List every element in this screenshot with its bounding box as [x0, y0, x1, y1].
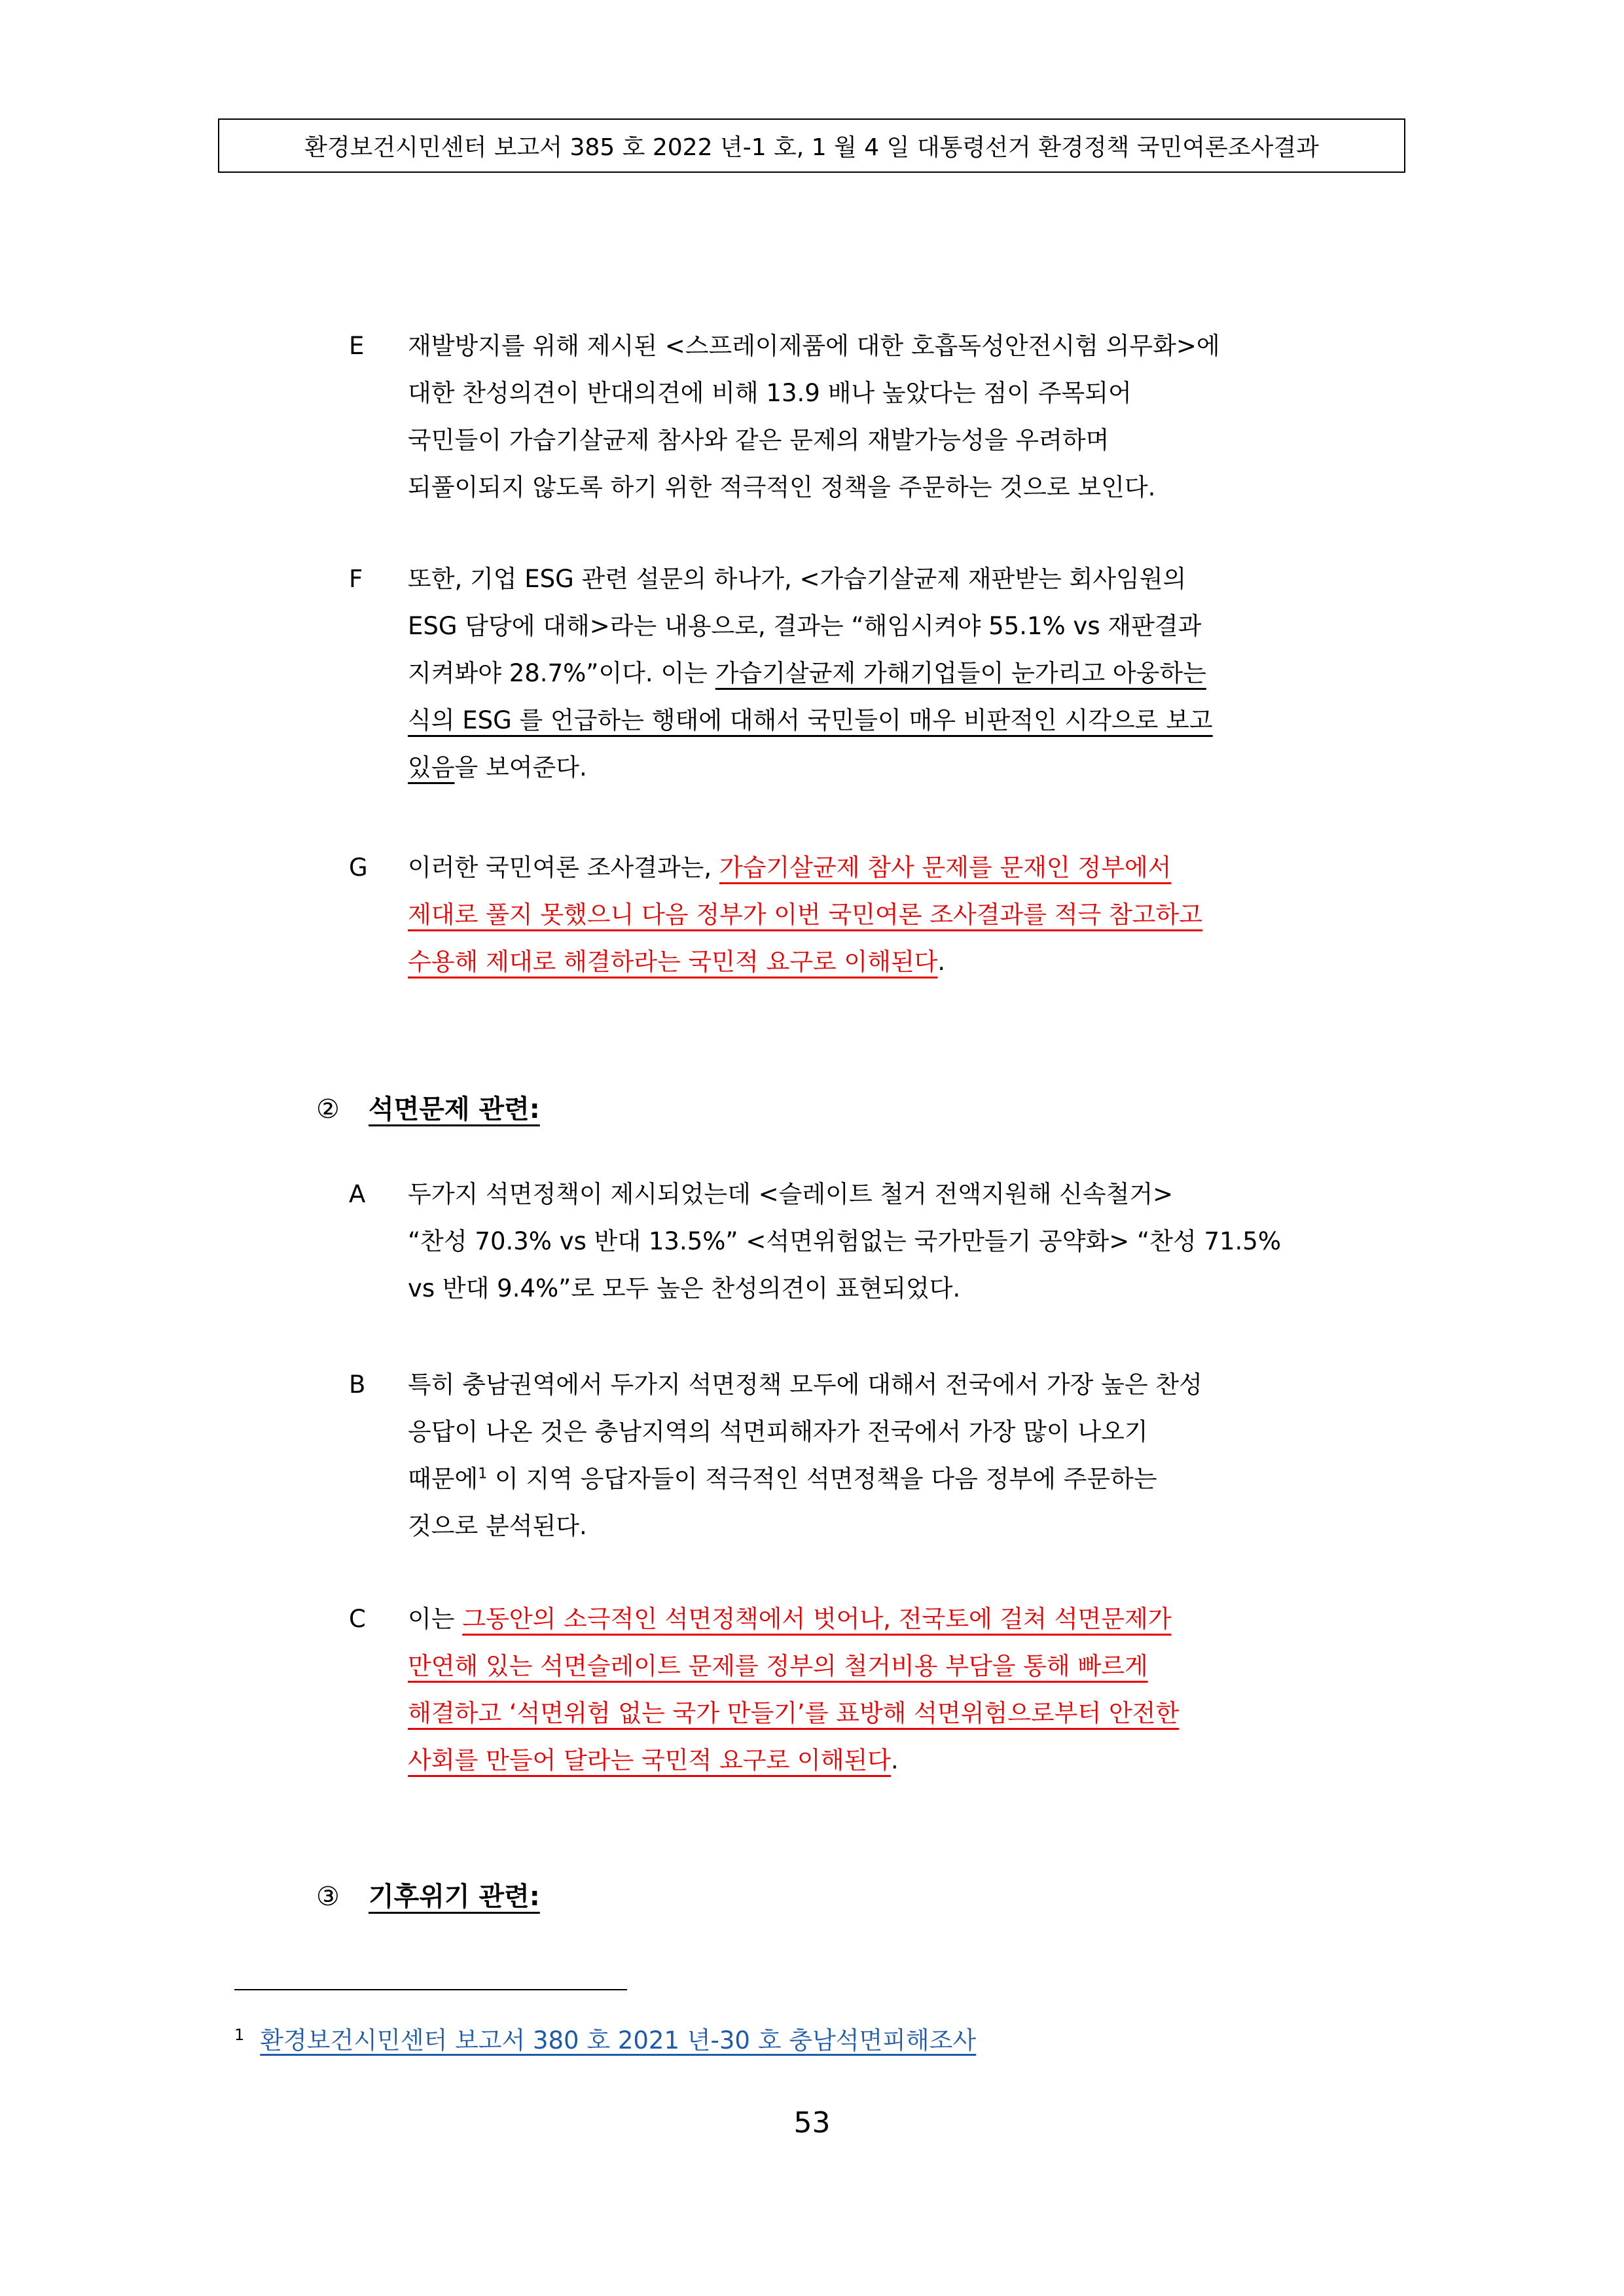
- item-text-line: [408, 1643, 1179, 1690]
- header-title: 환경보건시민센터 보고서 385 호 2022 년-1 호, 1 월 4 일 대통령선거 환경정책 국민여론조사결과: [304, 134, 1319, 161]
- emphasis-red-text: 사회를 만들어 달라는 국민적 요구로 이해된다: [408, 1746, 891, 1774]
- plain-text: 이는: [408, 1605, 463, 1633]
- item-text-line: “찬성 70.3% vs 반대 13.5%” <석면위험없는 국가만들기 공약화> “찬성 71.5%: [408, 1227, 1281, 1255]
- underlined-text: 식의 ESG 를 언급하는 행태에 대해서 국민들이 매우 비판적인 시각으로 보고: [408, 706, 1213, 734]
- item-text-line: 되풀이되지 않도록 하기 위한 적극적인 정책을 주문하는 것으로 보인다.: [408, 473, 1156, 501]
- underlined-text: 가습기살균제 가해기업들이 눈가리고 아웅하는: [715, 659, 1206, 687]
- item-text-line: [408, 1596, 1179, 1643]
- item-text-line: ESG 담당에 대해>라는 내용으로, 결과는 “해임시켜야 55.1% vs 재판결과: [408, 612, 1202, 640]
- item-text-line: [408, 650, 1213, 697]
- section-number: ③: [316, 1882, 340, 1912]
- item-text-line: [408, 939, 1202, 986]
- page-number: 53: [793, 2106, 831, 2140]
- item-text-line: 응답이 나온 것은 충남지역의 석면피해자가 전국에서 가장 많이 나오기: [408, 1418, 1148, 1446]
- item-text-line: [408, 1737, 1179, 1784]
- item-text-line: [408, 844, 1202, 891]
- footnote-link[interactable]: 환경보건시민센터 보고서 380 호 2021 년-30 호 충남석면피해조사: [260, 2026, 977, 2054]
- report-header: [218, 118, 1405, 173]
- plain-text: 때문에: [408, 1465, 478, 1493]
- item-text-line: 국민들이 가습기살균제 참사와 같은 문제의 재발가능성을 우려하며: [408, 426, 1110, 454]
- item-marker: A: [349, 1180, 366, 1208]
- item-marker: F: [349, 565, 363, 593]
- item-text-line: 또한, 기업 ESG 관련 설문의 하나가, <가습기살균제 재판받는 회사임원의: [408, 565, 1187, 593]
- item-text-line: [408, 1456, 1202, 1503]
- item-text-line: 것으로 분석된다.: [408, 1512, 587, 1540]
- emphasis-red-text: 만연해 있는 석면슬레이트 문제를 정부의 철거비용 부담을 통해 빠르게: [408, 1652, 1148, 1680]
- section-title: 기후위기 관련:: [369, 1882, 540, 1912]
- item-text-line: 대한 찬성의견이 반대의견에 비해 13.9 배나 높았다는 점이 주목되어: [408, 379, 1132, 407]
- section-title: 석면문제 관련:: [369, 1094, 540, 1124]
- item-text-line: 특히 충남권역에서 두가지 석면정책 모두에 대해서 전국에서 가장 높은 찬성: [408, 1371, 1202, 1399]
- plain-text: .: [937, 948, 946, 976]
- emphasis-red-text: 수용해 제대로 해결하라는 국민적 요구로 이해된다: [408, 948, 938, 976]
- item-marker: G: [349, 853, 368, 882]
- section-heading-climate: [316, 1877, 540, 1916]
- item-text-line: 두가지 석면정책이 제시되었는데 <슬레이트 철거 전액지원해 신속철거>: [408, 1180, 1174, 1208]
- plain-text: 이러한 국민여론 조사결과는,: [408, 853, 719, 882]
- emphasis-red-text: 해결하고 ‘석면위험 없는 국가 만들기’를 표방해 석면위험으로부터 안전한: [408, 1699, 1180, 1727]
- underlined-text: 있음: [408, 753, 455, 781]
- section-heading-asbestos: [316, 1090, 540, 1129]
- footnote: [234, 2021, 976, 2060]
- item-text-line: [408, 697, 1213, 744]
- item-marker: E: [349, 332, 365, 360]
- emphasis-red-text: 제대로 풀지 못했으니 다음 정부가 이번 국민여론 조사결과를 적극 참고하고: [408, 901, 1202, 929]
- plain-text: 을 보여준다.: [454, 753, 587, 781]
- plain-text: 이 지역 응답자들이 적극적인 석면정책을 다음 정부에 주문하는: [487, 1465, 1157, 1493]
- item-text-line: [408, 744, 1213, 791]
- item-text-line: 재발방지를 위해 제시된 <스프레이제품에 대한 호흡독성안전시험 의무화>에: [408, 332, 1220, 360]
- item-marker: C: [349, 1605, 366, 1633]
- emphasis-red-text: 가습기살균제 참사 문제를 문재인 정부에서: [719, 853, 1172, 882]
- item-text-line: [408, 891, 1202, 939]
- emphasis-red-text: 그동안의 소극적인 석면정책에서 벗어나, 전국토에 걸쳐 석면문제가: [462, 1605, 1172, 1633]
- footnote-marker: 1: [234, 2025, 245, 2044]
- footnote-reference[interactable]: 1: [478, 1465, 488, 1482]
- footnote-divider: [234, 1989, 627, 1990]
- item-text-line: [408, 1690, 1179, 1737]
- item-text-line: vs 반대 9.4%”로 모두 높은 찬성의견이 표현되었다.: [408, 1274, 961, 1302]
- plain-text: 지켜봐야 28.7%”이다. 이는: [408, 659, 715, 687]
- plain-text: .: [890, 1746, 899, 1774]
- item-marker: B: [349, 1371, 366, 1399]
- section-number: ②: [316, 1094, 340, 1124]
